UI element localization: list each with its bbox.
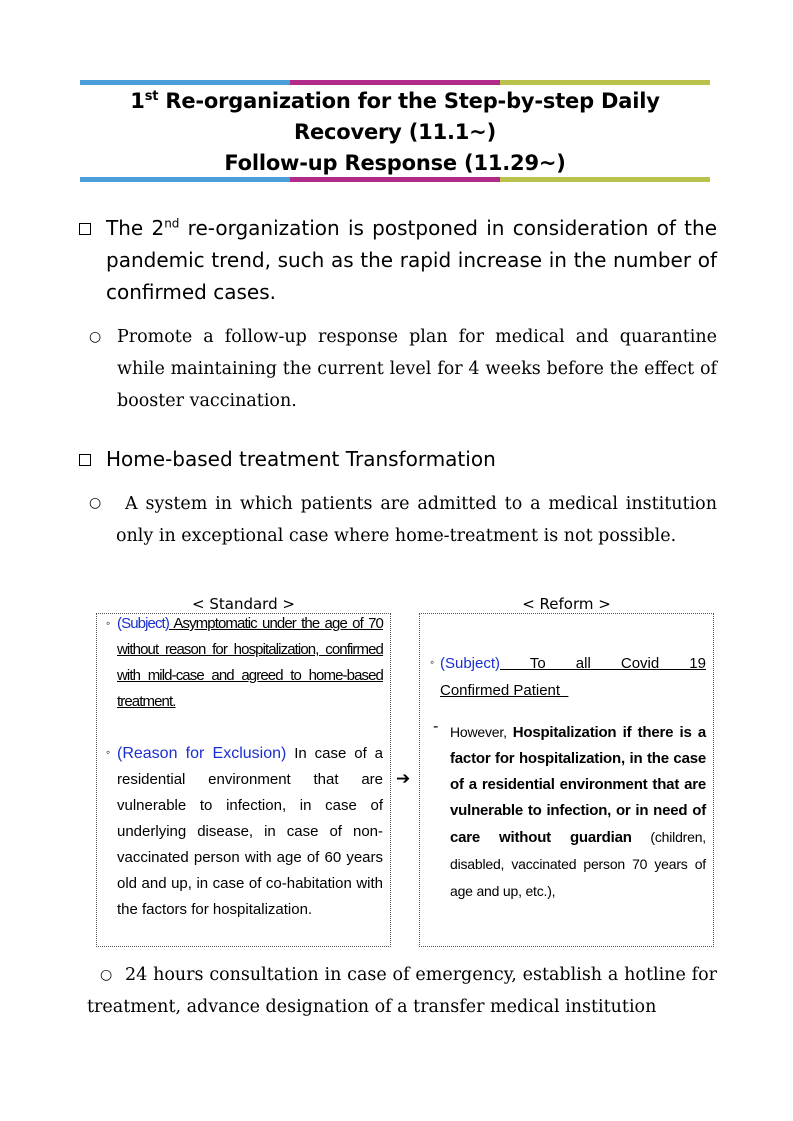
standard-reason-text: In case of a residential environment that are vulnerable to infection, in case of underlying disease, in case of non-vaccinated person with age of 60 years old and up, in case of co-habitation with the factors for hospitalization.: [117, 745, 384, 918]
circle-bullet-icon: ○: [89, 329, 102, 345]
section1-heading: The 2nd re-organization is postponed in consideration of the pandemic trend, such as the rapid increase in the number of confirmed cases.: [106, 216, 717, 304]
page-title: [80, 86, 710, 179]
reform-subject-line2: Confirmed Patient: [440, 682, 569, 699]
section1-bullet: Promote a follow-up response plan for medical and quarantine while maintaining the current level for 4 weeks before the effect of booster vaccination.: [117, 327, 717, 411]
circle-bullet-icon: ○: [100, 967, 113, 983]
standard-reason: [117, 741, 383, 923]
reform-caption: < Reform >: [522, 595, 611, 613]
standard-caption: < Standard >: [192, 595, 295, 613]
reform-subject: [440, 651, 706, 677]
title-line-1: 1st Re-organization for the Step-by-step Daily: [130, 89, 660, 113]
standard-subject: [117, 611, 383, 715]
standard-reason-label: (Reason for Exclusion): [117, 745, 287, 762]
reform-however: [450, 719, 706, 905]
title-bottom-bar: [80, 177, 710, 182]
arrow-right-icon: ➔: [396, 769, 411, 789]
reform-however-paren: (children, disabled, vaccinated person 70 years of age and up, etc.),: [450, 829, 706, 899]
section2-heading: Home-based treatment Transformation: [106, 447, 496, 471]
small-bullet-icon: ◦: [106, 616, 111, 630]
dash-bullet: -: [433, 718, 439, 735]
checkbox-square-icon: [79, 454, 91, 466]
section3-bullet: 24 hours consultation in case of emergency, establish a hotline for treatment, advance designation of a transfer medical institution: [87, 965, 717, 1017]
small-bullet-icon: ◦: [430, 655, 435, 669]
title-line-3: Follow-up Response (11.29~): [224, 151, 566, 175]
reform-however-prefix: However,: [450, 724, 513, 740]
circle-bullet-icon: ○: [89, 495, 102, 511]
standard-subject-label: (Subject): [117, 615, 169, 632]
reform-however-bold: Hospitalization if there is a factor for hospitalization, in the case of a residential environment that are vulnerable to infection, or in need of care without guardian: [450, 724, 707, 846]
title-line-2: Recovery (11.1~): [294, 120, 496, 144]
reform-subject-line1: To all Covid 19: [500, 655, 706, 672]
reform-subject-label: (Subject): [440, 655, 501, 672]
title-top-bar: [80, 80, 710, 85]
small-bullet-icon: ◦: [106, 745, 111, 759]
section2-bullet: A system in which patients are admitted to a medical institution only in exceptional case where home-treatment is not possible.: [116, 494, 717, 546]
checkbox-square-icon: [79, 223, 91, 235]
standard-subject-text: Asymptomatic under the age of 70 without reason for hospitalization, confirmed with mild-case and agreed to home-based treatment.: [117, 615, 383, 710]
